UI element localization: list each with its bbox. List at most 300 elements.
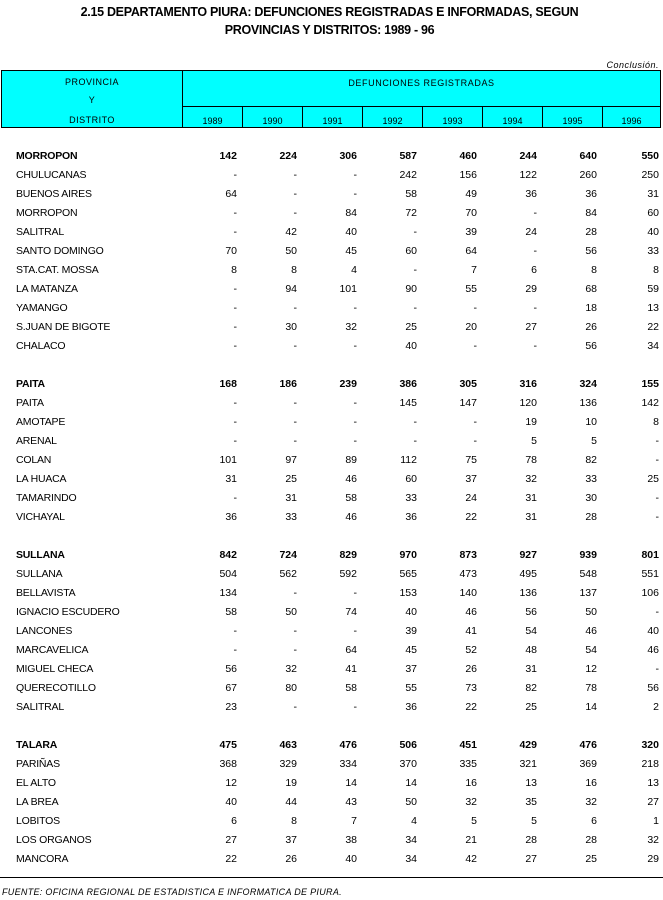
cell-value: 40 [405,606,417,618]
cell-value: - [533,340,537,352]
header-year: 1991 [303,107,363,127]
district-row [0,242,663,261]
cell-value: 32 [585,796,597,808]
cell-value: 145 [399,397,417,409]
district-row [0,166,663,185]
cell-value: 548 [579,568,597,580]
cell-value: 20 [465,321,477,333]
cell-value: 801 [641,549,659,561]
district-name: SALITRAL [16,226,65,238]
province-name: TALARA [16,739,58,751]
district-name: LA BREA [16,796,59,808]
cell-value: - [353,435,357,447]
cell-value: 46 [647,644,659,656]
cell-value: - [233,492,237,504]
cell-value: 239 [339,378,357,390]
cell-value: 142 [641,397,659,409]
cell-value: - [655,435,659,447]
conclusion-note: Conclusión. [606,60,659,70]
header-year: 1994 [483,107,543,127]
cell-value: 30 [285,321,297,333]
cell-value: 25 [647,473,659,485]
cell-value: 451 [459,739,477,751]
cell-value: - [413,226,417,238]
district-name: EL ALTO [16,777,56,789]
cell-value: 78 [585,682,597,694]
cell-value: - [533,302,537,314]
cell-value: 5 [531,435,537,447]
cell-value: - [293,397,297,409]
cell-value: - [473,340,477,352]
cell-value: 13 [525,777,537,789]
district-row [0,299,663,318]
district-row [0,337,663,356]
cell-value: 70 [465,207,477,219]
cell-value: 14 [405,777,417,789]
cell-value: 244 [519,150,537,162]
cell-value: 73 [465,682,477,694]
province-name: PAITA [16,378,45,390]
cell-value: 260 [579,169,597,181]
cell-value: 31 [225,473,237,485]
cell-value: - [293,340,297,352]
cell-value: 44 [285,796,297,808]
cell-value: 40 [345,226,357,238]
cell-value: 305 [459,378,477,390]
district-name: COLAN [16,454,52,466]
cell-value: 82 [525,682,537,694]
cell-value: 112 [400,454,417,466]
cell-value: 56 [585,340,597,352]
cell-value: - [293,169,297,181]
header-distrito: DISTRITO [69,115,115,125]
cell-value: 60 [405,473,417,485]
district-row [0,755,663,774]
cell-value: 40 [647,625,659,637]
cell-value: 38 [345,834,357,846]
cell-value: 42 [285,226,297,238]
cell-value: - [655,492,659,504]
district-row [0,394,663,413]
cell-value: - [293,188,297,200]
cell-value: 45 [405,644,417,656]
cell-value: 324 [579,378,597,390]
cell-value: - [233,625,237,637]
cell-value: 48 [525,644,537,656]
cell-value: 41 [465,625,477,637]
source-note: FUENTE: OFICINA REGIONAL DE ESTADISTICA E INFORMATICA DE PIURA. [2,887,342,897]
cell-value: 33 [585,473,597,485]
district-row [0,451,663,470]
district-name: PARIÑAS [16,758,60,770]
cell-value: 31 [525,492,537,504]
cell-value: 50 [405,796,417,808]
cell-value: 321 [519,758,537,770]
cell-value: 475 [219,739,237,751]
cell-value: - [233,644,237,656]
cell-value: 72 [405,207,417,219]
cell-value: 74 [345,606,357,618]
cell-value: 369 [579,758,597,770]
cell-value: 250 [641,169,659,181]
cell-value: - [353,302,357,314]
cell-value: 68 [585,283,597,295]
cell-value: 40 [345,853,357,865]
spacer-row [0,717,663,736]
cell-value: - [353,701,357,713]
header-provincia: PROVINCIA [64,77,119,87]
district-row [0,622,663,641]
cell-value: 6 [531,264,537,276]
cell-value: - [233,283,237,295]
cell-value: 50 [285,245,297,257]
title-line-2: PROVINCIAS Y DISTRITOS: 1989 - 96 [224,23,435,37]
district-name: STA.CAT. MOSSA [16,264,99,276]
cell-value: - [655,511,659,523]
district-row [0,698,663,717]
district-name: S.JUAN DE BIGOTE [16,321,111,333]
cell-value: 64 [345,644,357,656]
header-year: 1989 [183,107,243,127]
cell-value: 142 [219,150,237,162]
district-name: YAMANGO [16,302,68,314]
cell-value: 60 [405,245,417,257]
cell-value: - [233,226,237,238]
district-name: BELLAVISTA [16,587,76,599]
cell-value: 939 [579,549,597,561]
district-name: ARENAL [16,435,57,447]
province-row [0,147,663,166]
cell-value: 36 [525,188,537,200]
district-name: CHULUCANAS [16,169,87,181]
cell-value: 7 [351,815,357,827]
cell-value: 14 [585,701,597,713]
cell-value: 58 [405,188,417,200]
cell-value: 8 [653,416,659,428]
district-name: LA HUACA [16,473,67,485]
cell-value: 5 [531,815,537,827]
district-row [0,508,663,527]
cell-value: 18 [585,302,597,314]
cell-value: 54 [525,625,537,637]
cell-value: 306 [339,150,357,162]
cell-value: 94 [285,283,297,295]
cell-value: 67 [225,682,237,694]
district-name: VICHAYAL [16,511,65,523]
district-row [0,603,663,622]
cell-value: 89 [345,454,357,466]
cell-value: - [655,663,659,675]
cell-value: 31 [525,663,537,675]
district-name: SULLANA [16,568,63,580]
cell-value: 106 [641,587,659,599]
cell-value: - [293,701,297,713]
header-year: 1990 [243,107,303,127]
cell-value: 31 [285,492,297,504]
cell-value: 6 [591,815,597,827]
cell-value: - [353,625,357,637]
cell-value: 8 [231,264,237,276]
cell-value: 70 [225,245,237,257]
cell-value: - [353,587,357,599]
cell-value: 4 [411,815,417,827]
cell-value: 21 [465,834,477,846]
cell-value: 12 [225,777,237,789]
cell-value: 55 [465,283,477,295]
cell-value: 8 [591,264,597,276]
cell-value: 873 [459,549,477,561]
cell-value: - [233,340,237,352]
cell-value: 463 [279,739,297,751]
spacer-row [0,527,663,546]
cell-value: 82 [585,454,597,466]
cell-value: 34 [405,853,417,865]
cell-value: 136 [579,397,597,409]
cell-value: 429 [519,739,537,751]
cell-value: 40 [405,340,417,352]
cell-value: 8 [291,815,297,827]
cell-value: 970 [399,549,417,561]
header-year: 1992 [363,107,423,127]
cell-value: 49 [465,188,477,200]
district-row [0,223,663,242]
header-provincia-distrito [2,71,183,127]
district-name: BUENOS AIRES [16,188,92,200]
province-row [0,375,663,394]
district-row [0,831,663,850]
cell-value: 26 [285,853,297,865]
cell-value: 186 [279,378,297,390]
header-year: 1995 [543,107,603,127]
district-row [0,489,663,508]
cell-value: 60 [647,207,659,219]
district-name: MIGUEL CHECA [16,663,94,675]
cell-value: 592 [339,568,357,580]
cell-value: - [293,644,297,656]
province-row [0,546,663,565]
district-row [0,565,663,584]
cell-value: 24 [525,226,537,238]
cell-value: 551 [641,568,659,580]
province-name: MORROPON [16,150,78,162]
cell-value: 36 [405,511,417,523]
district-row [0,470,663,489]
header-year: 1993 [423,107,483,127]
cell-value: 43 [345,796,357,808]
cell-value: 156 [459,169,477,181]
cell-value: - [233,302,237,314]
cell-value: - [233,207,237,219]
cell-value: 32 [647,834,659,846]
cell-value: 75 [465,454,477,466]
cell-value: 35 [525,796,537,808]
cell-value: 640 [579,150,597,162]
footer-divider [0,877,663,878]
cell-value: 5 [471,815,477,827]
cell-value: 80 [285,682,297,694]
cell-value: 155 [641,378,659,390]
cell-value: 565 [399,568,417,580]
cell-value: 90 [405,283,417,295]
cell-value: 29 [647,853,659,865]
district-name: MARCAVELICA [16,644,89,656]
cell-value: 52 [465,644,477,656]
cell-value: 55 [405,682,417,694]
cell-value: 320 [641,739,659,751]
cell-value: 550 [641,150,659,162]
district-row [0,850,663,869]
cell-value: 329 [279,758,297,770]
cell-value: - [233,169,237,181]
cell-value: 39 [405,625,417,637]
cell-value: 25 [525,701,537,713]
cell-value: 22 [465,511,477,523]
district-row [0,679,663,698]
cell-value: 28 [585,226,597,238]
cell-value: - [293,302,297,314]
cell-value: 23 [225,701,237,713]
cell-value: 137 [579,587,597,599]
district-name: MANCORA [16,853,69,865]
header-defunciones: DEFUNCIONES REGISTRADAS [183,71,660,107]
cell-value: - [353,416,357,428]
cell-value: 218 [641,758,659,770]
cell-value: 27 [647,796,659,808]
cell-value: 24 [465,492,477,504]
cell-value: 56 [647,682,659,694]
district-row [0,185,663,204]
cell-value: 120 [519,397,537,409]
cell-value: 31 [647,188,659,200]
cell-value: 562 [279,568,297,580]
cell-value: 10 [585,416,597,428]
district-name: TAMARINDO [16,492,77,504]
cell-value: 41 [345,663,357,675]
cell-value: 28 [585,511,597,523]
cell-value: 25 [585,853,597,865]
cell-value: 101 [219,454,237,466]
cell-value: 473 [459,568,477,580]
cell-value: 476 [579,739,597,751]
cell-value: 1 [653,815,659,827]
province-name: SULLANA [16,549,65,561]
cell-value: 27 [525,853,537,865]
district-row [0,641,663,660]
district-row [0,261,663,280]
cell-value: 58 [225,606,237,618]
cell-value: 140 [459,587,477,599]
cell-value: 16 [465,777,477,789]
cell-value: 27 [225,834,237,846]
district-row [0,413,663,432]
district-row [0,432,663,451]
cell-value: 16 [585,777,597,789]
cell-value: 316 [519,378,537,390]
cell-value: - [533,245,537,257]
cell-value: 36 [405,701,417,713]
cell-value: 506 [399,739,417,751]
cell-value: 334 [339,758,357,770]
cell-value: - [473,302,477,314]
header-year: 1996 [621,116,642,126]
district-row [0,793,663,812]
cell-value: 33 [647,245,659,257]
district-name: CHALACO [16,340,66,352]
cell-value: 30 [585,492,597,504]
cell-value: - [293,625,297,637]
cell-value: 46 [345,473,357,485]
header-years [183,107,660,127]
district-row [0,280,663,299]
title-line-1: 2.15 DEPARTAMENTO PIURA: DEFUNCIONES REGISTRADAS E INFORMADAS, SEGUN [80,5,579,19]
cell-value: 84 [585,207,597,219]
cell-value: 476 [339,739,357,751]
cell-value: - [233,321,237,333]
cell-value: - [413,302,417,314]
district-row [0,204,663,223]
cell-value: 27 [525,321,537,333]
cell-value: - [293,435,297,447]
cell-value: 829 [339,549,357,561]
cell-value: 37 [465,473,477,485]
cell-value: 46 [585,625,597,637]
cell-value: 28 [585,834,597,846]
cell-value: 40 [647,226,659,238]
cell-value: 56 [525,606,537,618]
cell-value: 36 [225,511,237,523]
cell-value: - [233,435,237,447]
cell-value: 56 [225,663,237,675]
cell-value: 101 [339,283,357,295]
district-row [0,584,663,603]
table-header [1,70,661,128]
cell-value: 122 [519,169,537,181]
cell-value: 36 [585,188,597,200]
cell-value: 56 [585,245,597,257]
cell-value: 8 [653,264,659,276]
cell-value: 368 [219,758,237,770]
cell-value: 64 [225,188,237,200]
province-row [0,736,663,755]
district-name: LANCONES [16,625,73,637]
cell-value: 242 [399,169,417,181]
cell-value: 504 [219,568,237,580]
cell-value: 32 [465,796,477,808]
cell-value: - [353,397,357,409]
cell-value: - [293,587,297,599]
cell-value: 78 [525,454,537,466]
cell-value: 7 [471,264,477,276]
cell-value: 25 [285,473,297,485]
cell-value: 33 [285,511,297,523]
cell-value: 370 [399,758,417,770]
district-name: MORROPON [16,207,78,219]
district-name: PAITA [16,397,44,409]
district-name: SALITRAL [16,701,65,713]
cell-value: - [233,397,237,409]
cell-value: 2 [653,701,659,713]
cell-value: 84 [345,207,357,219]
cell-value: 19 [285,777,297,789]
cell-value: 58 [345,492,357,504]
cell-value: - [655,606,659,618]
cell-value: 64 [465,245,477,257]
cell-value: 8 [291,264,297,276]
cell-value: 335 [459,758,477,770]
district-name: AMOTAPE [16,416,66,428]
cell-value: 12 [585,663,597,675]
cell-value: - [293,416,297,428]
